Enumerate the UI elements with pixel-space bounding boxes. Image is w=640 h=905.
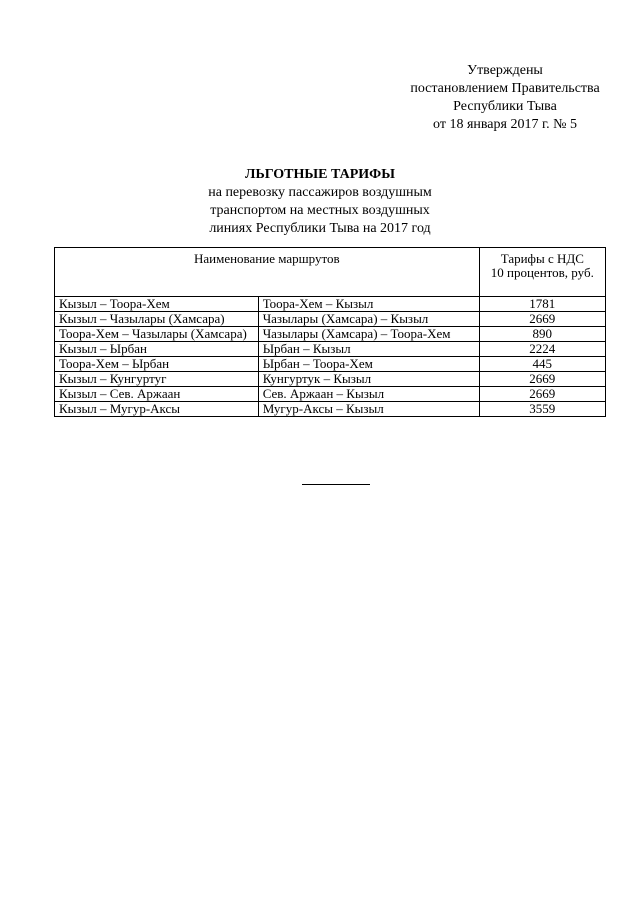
table-row [55,312,606,327]
closing-divider [302,484,370,485]
subtitle-line: линиях Республики Тыва на 2017 год [209,221,431,236]
route-from-cell: Кызыл – Тоора-Хем [55,297,259,312]
price-cell: 890 [479,327,605,342]
route-to-cell: Чазылары (Хамсара) – Тоора-Хем [258,327,479,342]
price-cell: 2224 [479,342,605,357]
route-to-cell: Тоора-Хем – Кызыл [258,297,479,312]
route-from-cell: Кызыл – Мугур-Аксы [55,402,259,417]
approval-line: постановлением Правительства [410,81,600,96]
price-cell: 1781 [479,297,605,312]
routes-column-header: Наименование маршрутов [55,248,480,297]
route-from-cell: Кызыл – Кунгуртуг [55,372,259,387]
table-row [55,297,606,312]
approval-line: Утверждены [467,63,543,78]
price-column-header [479,248,605,297]
subtitle-line: транспортом на местных воздушных [210,203,430,218]
route-to-cell: Чазылары (Хамсара) – Кызыл [258,312,479,327]
approval-line: Республики Тыва [453,99,557,114]
table-row [55,402,606,417]
price-cell: 2669 [479,372,605,387]
tariffs-table [54,247,606,417]
table-row [55,387,606,402]
table-header-row [55,248,606,297]
route-to-cell: Сев. Аржаан – Кызыл [258,387,479,402]
route-from-cell: Кызыл – Сев. Аржаан [55,387,259,402]
price-cell: 2669 [479,387,605,402]
price-header-line: Тарифы с НДС [500,251,584,266]
route-to-cell: Ырбан – Тоора-Хем [258,357,479,372]
price-cell: 2669 [479,312,605,327]
route-from-cell: Тоора-Хем – Ырбан [55,357,259,372]
route-from-cell: Кызыл – Чазылары (Хамсара) [55,312,259,327]
price-cell: 445 [479,357,605,372]
route-from-cell: Кызыл – Ырбан [55,342,259,357]
subtitle-line: на перевозку пассажиров воздушным [208,185,432,200]
route-to-cell: Мугур-Аксы – Кызыл [258,402,479,417]
table-row [55,327,606,342]
table-row [55,357,606,372]
approval-line: от 18 января 2017 г. № 5 [433,117,577,132]
price-cell: 3559 [479,402,605,417]
table-row [55,372,606,387]
document-title: ЛЬГОТНЫЕ ТАРИФЫ [245,167,395,182]
route-to-cell: Ырбан – Кызыл [258,342,479,357]
document-heading [150,166,490,238]
route-from-cell: Тоора-Хем – Чазылары (Хамсара) [55,327,259,342]
route-to-cell: Кунгуртук – Кызыл [258,372,479,387]
table-row [55,342,606,357]
approval-block [380,62,630,134]
price-header-line: 10 процентов, руб. [490,265,594,280]
